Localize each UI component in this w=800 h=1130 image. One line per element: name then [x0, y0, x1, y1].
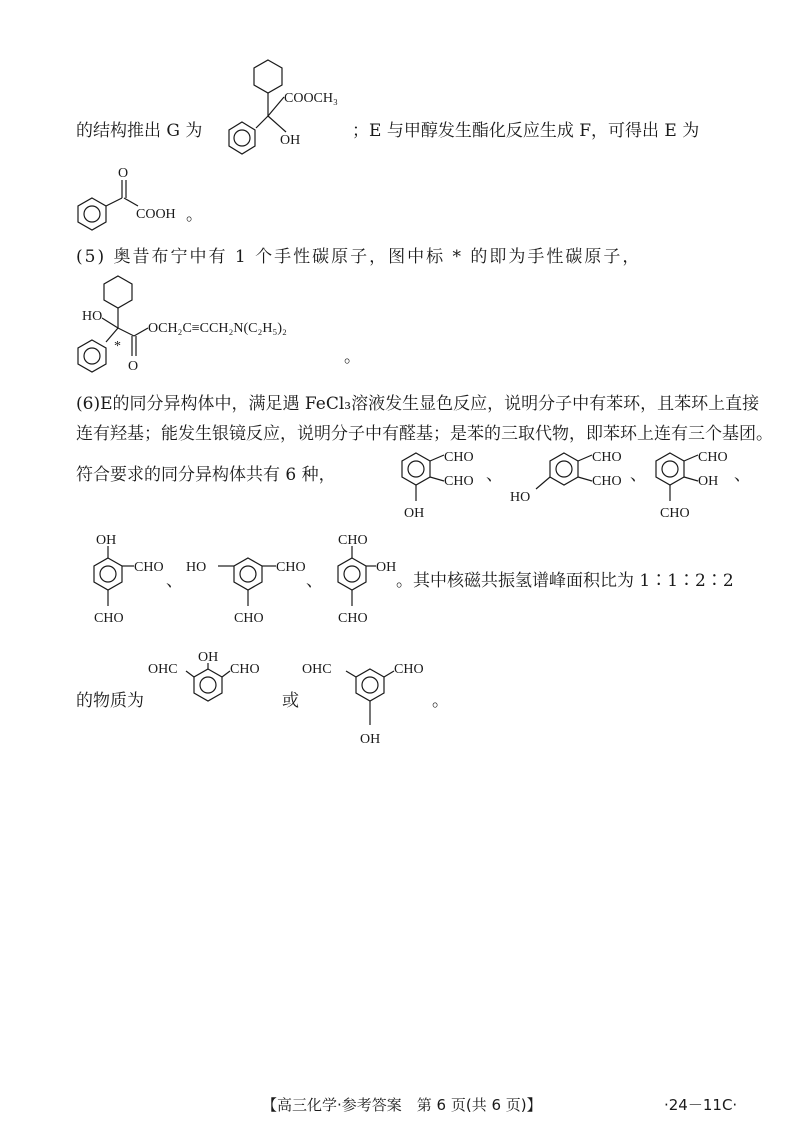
page-footer: 【高三化学·参考答案 第 6 页(共 6 页)】: [262, 1096, 542, 1114]
isomer1-cho-a: CHO: [444, 450, 474, 465]
line8-end: 。其中核磁共振氢谱峰面积比为 1∶1∶2∶2: [396, 571, 734, 591]
line3-text: (5) 奥昔布宁中有 1 个手性碳原子，图中标 * 的即为手性碳原子，: [76, 247, 642, 267]
oxy-chain-label: OCH₂C≡CCH₂N(C₂H₅)₂: [148, 321, 287, 336]
e-o-label: O: [118, 166, 129, 181]
answer-structure-1: [148, 645, 278, 725]
isomer4-oh: OH: [96, 533, 117, 548]
phenyl-ring: [78, 198, 106, 230]
isomer6-cho-b: CHO: [338, 611, 368, 626]
isomer1-cho-b: CHO: [444, 474, 474, 489]
line7-text: 符合要求的同分异构体共有 6 种，: [76, 465, 336, 485]
ans2-cho: CHO: [394, 662, 424, 677]
sep-1: 、: [486, 465, 503, 485]
structure-oxybutynin: [76, 270, 376, 380]
isomer6-cho-a: CHO: [338, 533, 368, 548]
ans1-oh: OH: [198, 650, 219, 665]
phenyl-ring: [229, 122, 255, 154]
line1-text-b: ；E 与甲醇发生酯化反应生成 F，可得出 E 为: [352, 121, 700, 141]
isomer1-oh: OH: [404, 506, 425, 521]
chiral-star: *: [114, 339, 121, 354]
line5-text: (6)E的同分异构体中，满足遇 FeCl₃溶液发生显色反应，说明分子中有苯环，且苯环上直接: [76, 394, 760, 414]
ans1-cho: CHO: [230, 662, 260, 677]
isomer5-cho-b: CHO: [234, 611, 264, 626]
e-cooh-label: COOH: [136, 207, 176, 222]
g-oh-label: OH: [280, 133, 301, 148]
oxy-ho-label: HO: [82, 309, 103, 324]
line9-text-a: 的物质为: [76, 691, 144, 711]
ans2-ohc: OHC: [302, 662, 332, 677]
isomer5-cho-a: CHO: [276, 560, 306, 575]
ans1-ohc: OHC: [148, 662, 178, 677]
isomer4-cho-b: CHO: [94, 611, 124, 626]
isomer2-cho-a: CHO: [592, 450, 622, 465]
sep-5: 、: [306, 571, 323, 591]
cyclohexyl-ring: [104, 276, 132, 308]
phenyl-ring: [78, 340, 106, 372]
g-ester-label: COOCH₃: [284, 91, 338, 106]
isomer3-cho-a: CHO: [698, 450, 728, 465]
line1-text-a: 的结构推出 G 为: [76, 121, 203, 141]
line9-end: 。: [432, 691, 449, 711]
structure-e: [74, 162, 204, 232]
page-code: ·24－11C·: [664, 1096, 738, 1114]
line9-text-b: 或: [282, 691, 299, 711]
line4-end: 。: [344, 347, 361, 367]
sep-2: 、: [630, 465, 647, 485]
line6-text: 连有羟基；能发生银镜反应，说明分子中有醛基；是苯的三取代物，即苯环上连有三个基团。: [76, 424, 773, 444]
oxy-o-label: O: [128, 359, 139, 374]
isomer5-ho: HO: [186, 560, 207, 575]
isomer2-cho-b: CHO: [592, 474, 622, 489]
ans2-oh: OH: [360, 732, 381, 747]
isomer6-oh: OH: [376, 560, 397, 575]
sep-3: 、: [734, 465, 751, 485]
isomer2-ho: HO: [510, 490, 531, 505]
isomer3-oh: OH: [698, 474, 719, 489]
cyclohexyl-ring: [254, 60, 282, 93]
sep-4: 、: [166, 571, 183, 591]
isomer3-cho-b: CHO: [660, 506, 690, 521]
isomer4-cho-a: CHO: [134, 560, 164, 575]
answer-structure-2: [300, 645, 450, 755]
line2-end: 。: [186, 205, 203, 225]
structure-g: [220, 50, 380, 160]
isomer-2: [508, 445, 638, 525]
